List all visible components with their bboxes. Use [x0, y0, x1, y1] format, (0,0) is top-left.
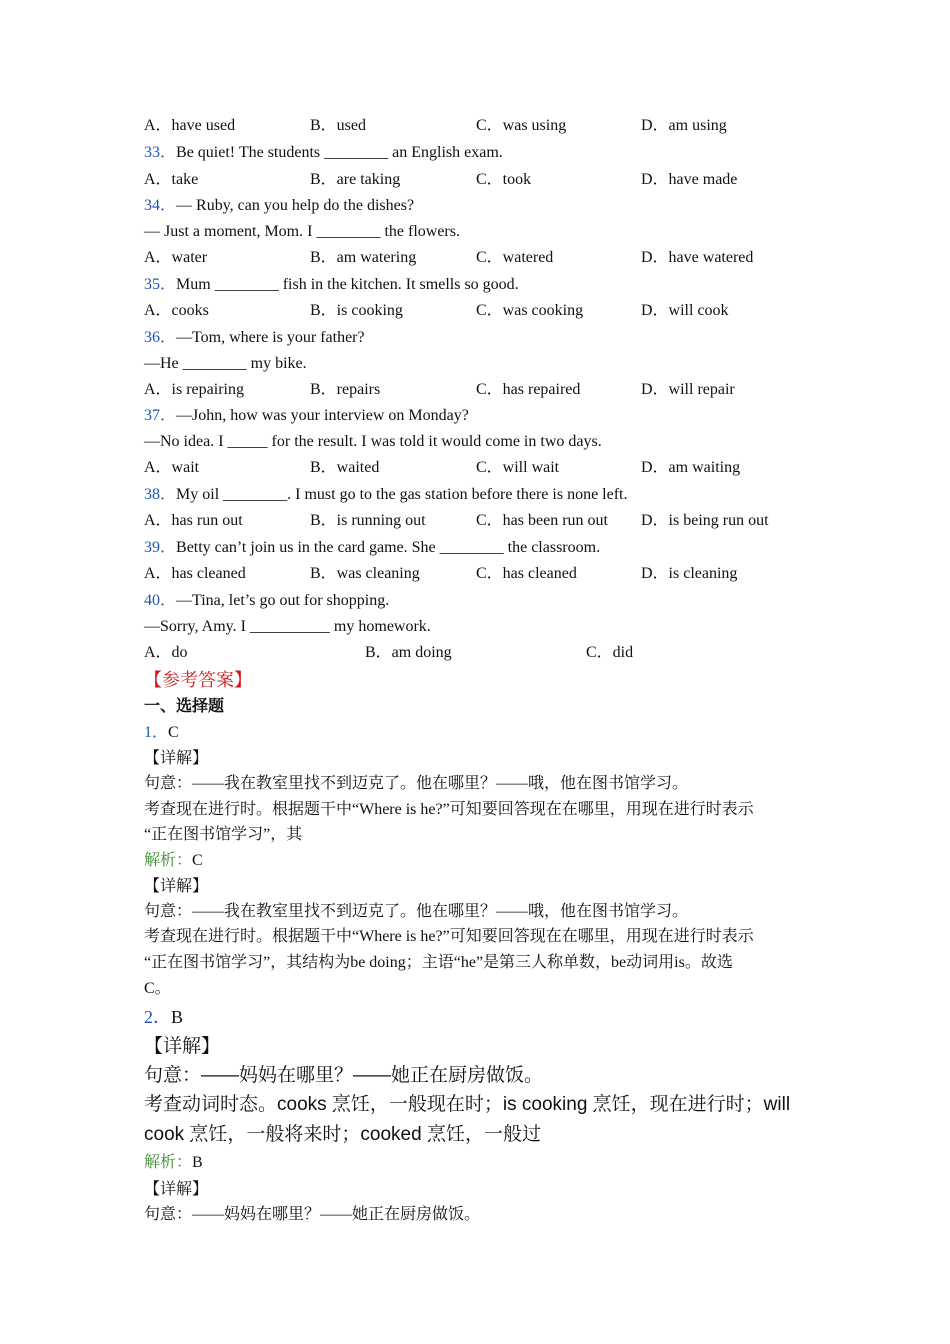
question-number: 35．	[144, 276, 177, 293]
question-number: 40．	[144, 592, 177, 609]
option-a: A．cooks	[144, 302, 209, 319]
question-number: 33．	[144, 144, 177, 161]
option-b: B．are taking	[310, 171, 401, 188]
question-text: —Tom, where is your father?	[176, 329, 365, 346]
answer-number: 2．	[144, 1007, 171, 1027]
analysis-label: 解析：	[144, 852, 193, 869]
option-c: C．has cleaned	[476, 565, 577, 582]
question-text: My oil ________. I must go to the gas station before there is none left.	[176, 486, 628, 503]
question-34-line-2: — Just a moment, Mom. I ________ the flowers.	[144, 223, 460, 240]
question-34	[144, 196, 414, 216]
explanation-line: 考查现在进行时。根据题干中“Where is he?”可知要回答现在在哪里，用现在进行时表示	[144, 801, 754, 818]
option-a: A．is repairing	[144, 381, 244, 398]
explanation-line: C。	[144, 980, 171, 997]
option-c: C．has been run out	[476, 512, 608, 529]
option-d: D．will repair	[641, 381, 735, 398]
answers-header: 【参考答案】	[144, 670, 252, 690]
question-text: Mum ________ fish in the kitchen. It smells so good.	[176, 276, 519, 293]
option-b: B．waited	[310, 459, 380, 476]
explanation-line: “正在图书馆学习”，其	[144, 826, 303, 843]
explanation-line: 考查现在进行时。根据题干中“Where is he?”可知要回答现在在哪里，用现在进行时表示	[144, 928, 754, 945]
explanation-line: 考查动词时态。cooks 烹饪，一般现在时；is cooking 烹饪，现在进行时；will	[144, 1094, 791, 1115]
analysis-label: 解析：	[144, 1154, 193, 1171]
question-35	[144, 275, 519, 295]
question-37-line-2: —No idea. I _____ for the result. I was told it would come in two days.	[144, 433, 602, 450]
sentence-meaning: 句意：——妈妈在哪里？——她正在厨房做饭。	[144, 1065, 544, 1086]
option-c: C．will wait	[476, 459, 560, 476]
question-38	[144, 485, 628, 505]
option-a: A．wait	[144, 459, 200, 476]
explanation-line: “正在图书馆学习”，其结构为be doing；主语“he”是第三人称单数，be动词用is。故选	[144, 954, 733, 971]
option-c: C．took	[476, 171, 532, 188]
option-d: D．have made	[641, 171, 738, 188]
answer-2	[144, 1006, 183, 1028]
option-d: D．is being run out	[641, 512, 769, 529]
question-number: 34．	[144, 197, 177, 214]
question-text: —Tina, let’s go out for shopping.	[176, 592, 390, 609]
option-a: A．water	[144, 249, 208, 266]
option-a: A．take	[144, 171, 199, 188]
detail-label: 【详解】	[144, 750, 209, 767]
option-b: B．is running out	[310, 512, 426, 529]
question-39	[144, 538, 600, 558]
option-a: A．do	[144, 644, 188, 661]
option-b: B．am doing	[365, 644, 452, 661]
sentence-meaning: 句意：——我在教室里找不到迈克了。他在哪里？——哦，他在图书馆学习。	[144, 775, 689, 792]
option-d: D．am waiting	[641, 459, 741, 476]
option-b: B．am watering	[310, 249, 417, 266]
question-text: — Ruby, can you help do the dishes?	[176, 197, 415, 214]
option-a: A．has cleaned	[144, 565, 246, 582]
question-number: 37．	[144, 407, 177, 424]
question-text: Betty can’t join us in the card game. She ________ the classroom.	[176, 539, 601, 556]
option-c: C．has repaired	[476, 381, 581, 398]
analysis-answer: C	[192, 852, 203, 869]
question-40	[144, 591, 389, 611]
option-d: D．have watered	[641, 249, 754, 266]
option-d: D．is cleaning	[641, 565, 738, 582]
option-b: B．was cleaning	[310, 565, 420, 582]
answer-1	[144, 723, 179, 743]
question-text: Be quiet! The students ________ an English exam.	[176, 144, 503, 161]
answer-number: 1．	[144, 724, 169, 741]
option-b: B．is cooking	[310, 302, 403, 319]
option-b: B．used	[310, 117, 367, 134]
question-36-line-2: —He ________ my bike.	[144, 355, 307, 372]
question-40-line-2: —Sorry, Amy. I __________ my homework.	[144, 618, 431, 635]
question-37	[144, 406, 469, 426]
option-d: D．will cook	[641, 302, 729, 319]
answer-value: C	[168, 724, 179, 741]
sentence-meaning: 句意：——妈妈在哪里？——她正在厨房做饭。	[144, 1206, 481, 1223]
option-c: C．did	[586, 644, 634, 661]
section-heading: 一、选择题	[144, 698, 225, 715]
detail-label: 【详解】	[144, 1036, 221, 1057]
question-text: —John, how was your interview on Monday?	[176, 407, 469, 424]
option-a: A．have used	[144, 117, 236, 134]
question-36	[144, 328, 365, 348]
option-b: B．repairs	[310, 381, 381, 398]
option-c: C．was cooking	[476, 302, 584, 319]
analysis-answer: B	[192, 1154, 203, 1171]
detail-label: 【详解】	[144, 1181, 209, 1198]
question-33	[144, 143, 503, 163]
option-c: C．watered	[476, 249, 554, 266]
detail-label: 【详解】	[144, 878, 209, 895]
analysis-line	[144, 1153, 203, 1173]
sentence-meaning: 句意：——我在教室里找不到迈克了。他在哪里？——哦，他在图书馆学习。	[144, 903, 689, 920]
option-c: C．was using	[476, 117, 567, 134]
option-d: D．am using	[641, 117, 727, 134]
analysis-line	[144, 851, 203, 871]
answer-value: B	[171, 1007, 184, 1027]
question-number: 38．	[144, 486, 177, 503]
option-a: A．has run out	[144, 512, 243, 529]
explanation-line: cook 烹饪，一般将来时；cooked 烹饪，一般过	[144, 1124, 541, 1145]
question-number: 36．	[144, 329, 177, 346]
question-number: 39．	[144, 539, 177, 556]
